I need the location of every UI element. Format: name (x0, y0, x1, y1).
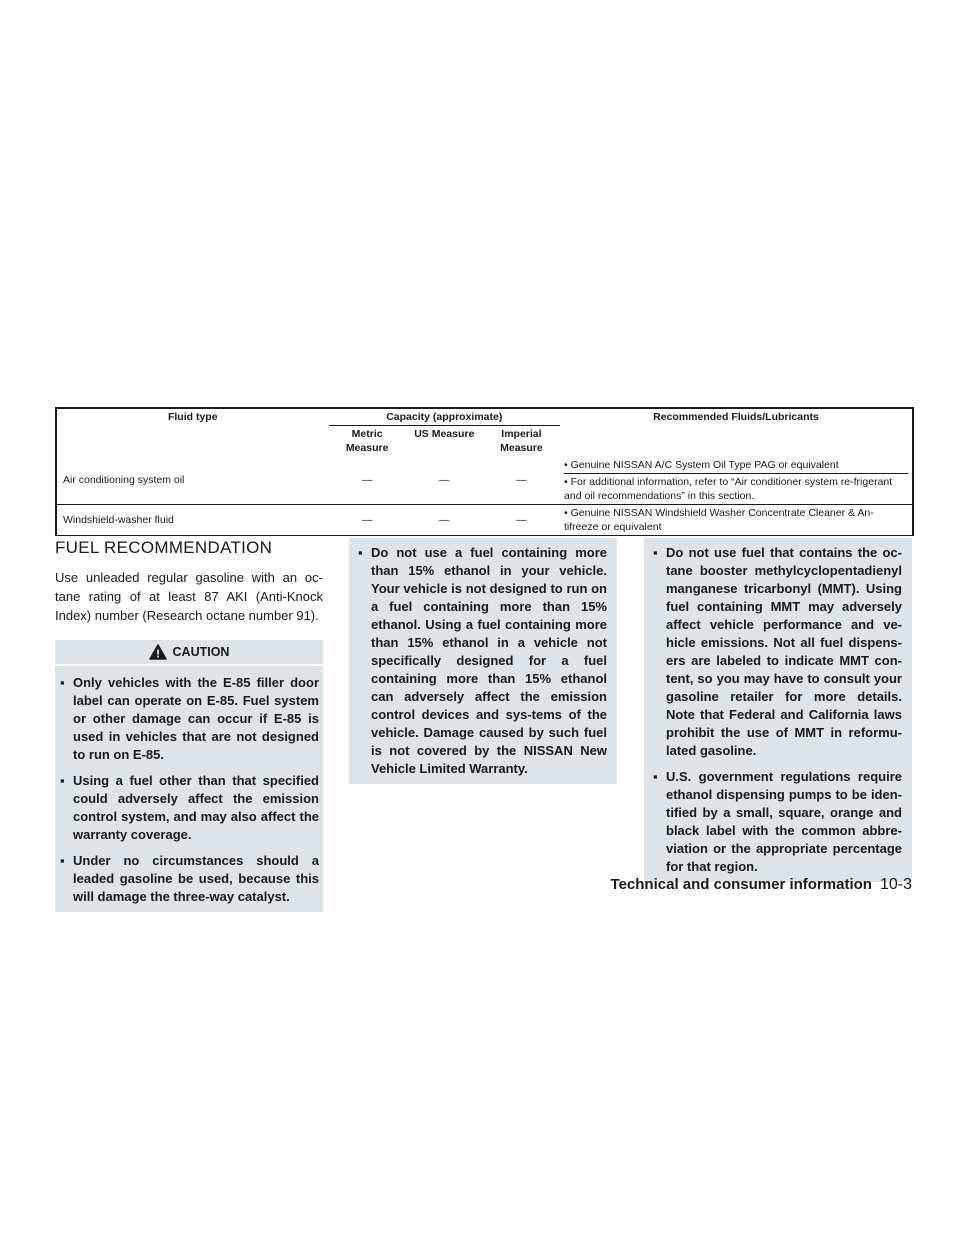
caution-list (55, 674, 323, 906)
metric-value: — (329, 505, 406, 536)
warning-triangle-icon (149, 644, 167, 660)
list-item (652, 768, 902, 876)
list-item (59, 772, 319, 844)
section-title: FUEL RECOMMENDATION (55, 538, 273, 557)
header-metric: Metric Measure (345, 428, 389, 455)
imperial-value: — (483, 505, 560, 536)
recommended-cell (560, 457, 913, 505)
caution-continued-box (644, 538, 912, 882)
caution-list (648, 544, 906, 876)
caution-list (353, 544, 611, 778)
column-2 (349, 538, 617, 784)
page-footer (611, 876, 912, 894)
us-value: — (406, 457, 483, 505)
caution-text: Using a fuel other than that specified could adversely affect the emission control system, and may also affect the warranty coverage. (73, 773, 319, 842)
bullet-icon: ▪ (653, 545, 658, 560)
metric-value: — (329, 457, 406, 505)
bullet-icon: ▪ (60, 675, 65, 690)
caution-text: Under no circumstances should a leaded gasoline be used, because this will damage the three-way catalyst. (73, 853, 319, 904)
header-fluid-type: Fluid type (56, 408, 329, 457)
header-us: US Measure (414, 428, 475, 441)
fluid-name: Windshield-washer fluid (56, 505, 329, 536)
bullet-icon: ▪ (60, 853, 65, 868)
caution-box (55, 640, 323, 912)
caution-text: Do not use fuel that contains the oc-tane booster methylcyclopentadienyl manganese tricarbonyl (MMT). Using fuel containing MMT may adversely affect vehicle performance and ve-hicle emissions. Not all fuel dispens-ers are labeled to indicate MMT con-tent, so you may have to consult your gasoline retailer for more details. Note that Federal and California laws prohibit the use of MMT in reformu-lated gasoline. (666, 545, 902, 758)
fluid-name: Air conditioning system oil (56, 457, 329, 505)
caution-text: Do not use a fuel containing more than 15% ethanol in your vehicle. Your vehicle is not designed to run on a fuel containing more than 15% ethanol. Using a fuel containing more than 15% ethanol in a vehicle not specifically designed for a fuel containing more than 15% ethanol can adversely affect the emission control devices and sys-tems of the vehicle. Damage caused by such fuel is not covered by the NISSAN New Vehicle Limited Warranty. (371, 545, 607, 776)
caution-text: Only vehicles with the E-85 filler door label can operate on E-85. Fuel system or other damage can occur if E-85 is used in vehicles that are not designed to run on E-85. (73, 675, 319, 762)
caution-label: CAUTION (172, 645, 230, 659)
recommended-cell (560, 505, 913, 536)
bullet-icon: ▪ (358, 545, 363, 560)
list-item (59, 674, 319, 764)
fuel-intro-paragraph: Use unleaded regular gasoline with an oc-tane rating of at least 87 AKI (Anti-Knock Index) number (Research octane number 91). (55, 570, 323, 623)
caution-header (55, 640, 323, 666)
footer-section-title: Technical and consumer information (610, 876, 872, 893)
caution-continued-box (349, 538, 617, 784)
list-item (652, 544, 902, 760)
header-capacity: Capacity (approximate) (329, 408, 560, 426)
imperial-value: — (483, 457, 560, 505)
bullet-icon: ▪ (653, 769, 658, 784)
bullet-icon: ▪ (60, 773, 65, 788)
header-imperial: Imperial Measure (500, 428, 543, 455)
recommendation-text: • For additional information, refer to “Air conditioner system re-frigerant and oil recommendations” in this section. (564, 473, 908, 503)
column-3 (644, 538, 912, 882)
column-1 (55, 538, 323, 912)
recommendation-text: • Genuine NISSAN Windshield Washer Concentrate Cleaner & An-tifreeze or equivalent (564, 507, 874, 534)
fluid-capacity-table (55, 407, 914, 536)
list-item (357, 544, 607, 778)
page-number: 10-3 (879, 876, 912, 893)
recommendation-text: • Genuine NISSAN A/C System Oil Type PAG or equivalent (564, 458, 839, 471)
caution-text: U.S. government regulations require ethanol dispensing pumps to be iden-tified by a small, square, orange and black label with the common abbre-viation or the appropriate percentage for that region. (666, 769, 902, 874)
table-row (56, 457, 913, 505)
header-recommended: Recommended Fluids/Lubricants (560, 408, 913, 457)
table-row (56, 505, 913, 536)
us-value: — (406, 505, 483, 536)
list-item (59, 852, 319, 906)
